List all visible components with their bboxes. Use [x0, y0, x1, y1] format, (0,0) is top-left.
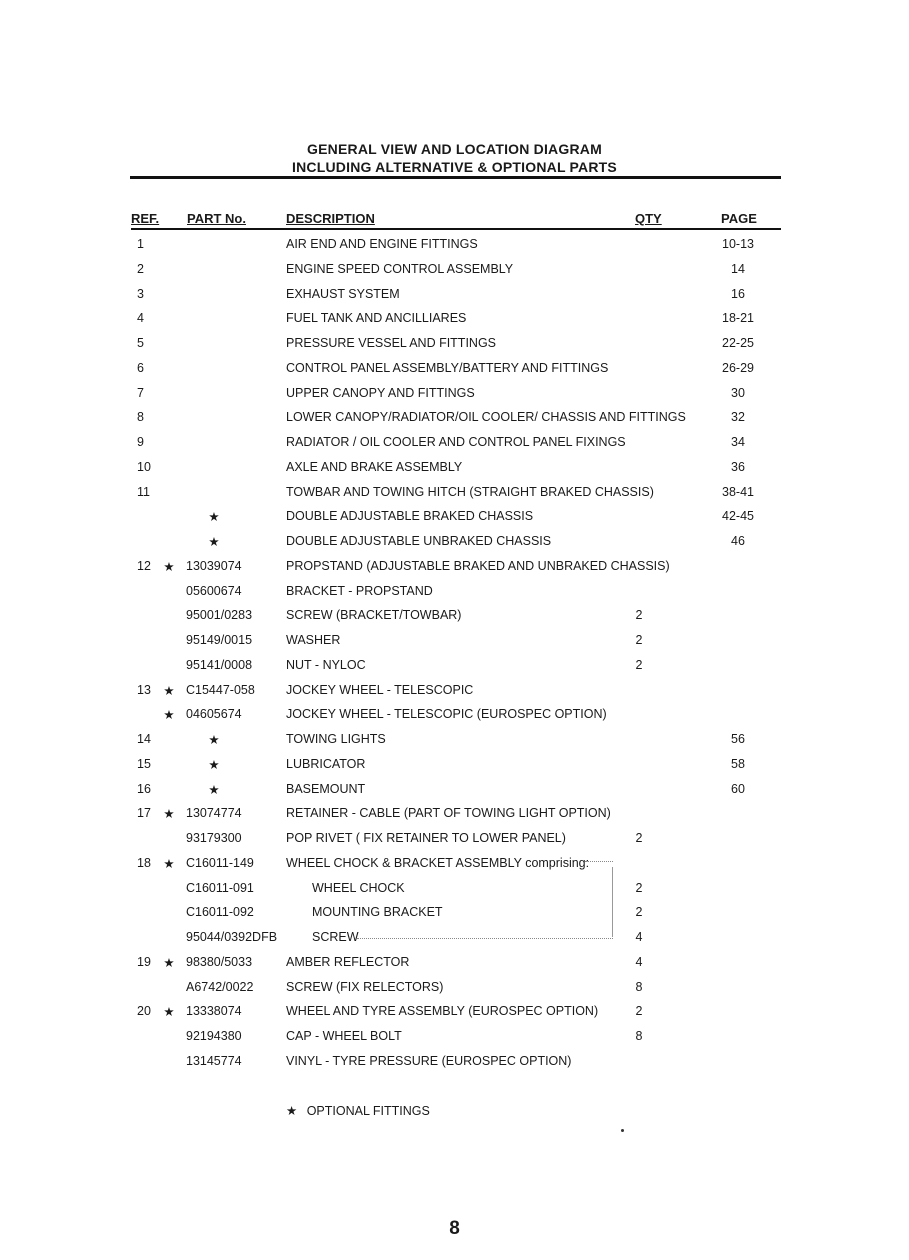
- table-row: [0, 608, 909, 632]
- quantity: 4: [635, 930, 643, 944]
- table-row: [0, 881, 909, 905]
- ref-number: 17: [137, 806, 151, 821]
- table-row: [0, 386, 909, 410]
- stray-dot: [621, 1129, 624, 1132]
- ref-number: 12: [137, 558, 151, 573]
- description: EXHAUST SYSTEM: [286, 286, 400, 301]
- table-row: [0, 485, 909, 509]
- description: AMBER REFLECTOR: [286, 954, 410, 969]
- page-reference: 36: [731, 459, 745, 474]
- table-row: [0, 782, 909, 806]
- quantity: 2: [635, 608, 643, 623]
- ref-number: 3: [137, 286, 144, 301]
- ref-number: 5: [137, 336, 144, 350]
- part-number: 95149/0015: [186, 633, 253, 647]
- table-row: [0, 534, 909, 558]
- part-number: C15447-058: [186, 682, 255, 697]
- ref-number: 4: [137, 311, 144, 326]
- description: FUEL TANK AND ANCILLIARES: [286, 311, 467, 326]
- ref-number: 20: [137, 1004, 151, 1019]
- quantity: 8: [635, 979, 643, 994]
- table-row: [0, 806, 909, 830]
- part-number: 93179300: [186, 831, 242, 845]
- table-row: [0, 435, 909, 459]
- page-reference: 38-41: [722, 484, 754, 499]
- page-reference: 18-21: [722, 311, 754, 326]
- quantity: 2: [635, 831, 643, 845]
- part-number: A6742/0022: [186, 979, 254, 994]
- legend: [286, 1103, 430, 1118]
- optional-star-icon: ★: [208, 535, 220, 549]
- page-reference: 30: [731, 385, 745, 400]
- ref-number: 10: [137, 459, 151, 474]
- wheel-chock-leader-bottom: [357, 938, 613, 939]
- description: BRACKET - PROPSTAND: [286, 583, 433, 598]
- table-row: [0, 336, 909, 360]
- description: AXLE AND BRAKE ASSEMBLY: [286, 459, 463, 474]
- title-rule: [130, 176, 781, 179]
- optional-star-icon: ★: [208, 510, 220, 525]
- part-number: 13338074: [186, 1004, 242, 1019]
- ref-number: 11: [137, 484, 150, 499]
- part-number: 98380/5033: [186, 954, 253, 969]
- table-row: [0, 905, 909, 929]
- description: UPPER CANOPY AND FITTINGS: [286, 385, 475, 400]
- description: RETAINER - CABLE (PART OF TOWING LIGHT OPTION): [286, 806, 611, 821]
- description: PRESSURE VESSEL AND FITTINGS: [286, 336, 497, 350]
- ref-number: 6: [137, 360, 144, 375]
- description: JOCKEY WHEEL - TELESCOPIC: [286, 682, 474, 697]
- description: SCREW (FIX RELECTORS): [286, 979, 444, 994]
- table-row: [0, 559, 909, 583]
- description: SCREW (BRACKET/TOWBAR): [286, 608, 462, 623]
- table-row: [0, 262, 909, 286]
- part-number: 13074774: [186, 806, 242, 821]
- ref-number: 18: [137, 855, 151, 870]
- quantity: 2: [635, 633, 643, 647]
- table-row: [0, 683, 909, 707]
- description: WHEEL CHOCK & BRACKET ASSEMBLY comprising:: [286, 855, 590, 870]
- page-reference: 56: [731, 732, 745, 746]
- optional-star-icon: ★: [208, 782, 220, 797]
- description: VINYL - TYRE PRESSURE (EUROSPEC OPTION): [286, 1053, 572, 1068]
- ref-number: 1: [137, 237, 144, 251]
- part-number: 13145774: [186, 1053, 242, 1068]
- document-title-line-1: GENERAL VIEW AND LOCATION DIAGRAM: [307, 141, 602, 157]
- table-row: [0, 237, 909, 261]
- description: DOUBLE ADJUSTABLE BRAKED CHASSIS: [286, 509, 534, 524]
- header-rule: [131, 228, 781, 230]
- description: NUT - NYLOC: [286, 657, 366, 672]
- legend-text: OPTIONAL FITTINGS: [306, 1104, 430, 1118]
- ref-number: 15: [137, 756, 151, 771]
- quantity: 2: [635, 1004, 643, 1019]
- ref-number: 2: [137, 261, 144, 276]
- description: WASHER: [286, 633, 341, 647]
- table-row: [0, 361, 909, 385]
- part-number: C16011-091: [186, 880, 254, 895]
- header-qty: QTY: [635, 211, 662, 226]
- sub-description: WHEEL CHOCK: [312, 880, 405, 895]
- optional-star-icon: ★: [163, 1005, 175, 1020]
- page-reference: 32: [731, 410, 745, 425]
- sub-description: MOUNTING BRACKET: [312, 905, 443, 920]
- optional-star-icon: ★: [163, 708, 175, 723]
- optional-star-icon: ★: [163, 955, 175, 970]
- description: LOWER CANOPY/RADIATOR/OIL COOLER/ CHASSIS AND FITTINGS: [286, 410, 686, 425]
- page-number: 8: [449, 1218, 460, 1239]
- table-row: [0, 1054, 909, 1078]
- table-row: [0, 930, 909, 954]
- description: TOWING LIGHTS: [286, 732, 386, 746]
- table-row: [0, 509, 909, 533]
- table-row: [0, 757, 909, 781]
- table-row: [0, 1029, 909, 1053]
- quantity: 2: [635, 657, 643, 672]
- optional-star-icon: ★: [163, 683, 175, 698]
- page-reference: 26-29: [722, 360, 754, 375]
- part-number: C16011-149: [186, 855, 254, 870]
- quantity: 8: [635, 1029, 643, 1043]
- page-reference: 46: [731, 534, 745, 548]
- quantity: 4: [635, 954, 643, 969]
- table-row: [0, 831, 909, 855]
- part-number: 05600674: [186, 583, 242, 598]
- page-reference: 60: [731, 781, 745, 796]
- table-row: [0, 1004, 909, 1028]
- table-row: [0, 707, 909, 731]
- page-reference: 10-13: [722, 237, 754, 251]
- part-number: 92194380: [186, 1029, 242, 1043]
- document-title-line-2: INCLUDING ALTERNATIVE & OPTIONAL PARTS: [292, 159, 617, 175]
- description: POP RIVET ( FIX RETAINER TO LOWER PANEL): [286, 831, 566, 845]
- table-row: [0, 856, 909, 880]
- page-reference: 42-45: [722, 509, 754, 524]
- table-row: [0, 955, 909, 979]
- table-row: [0, 658, 909, 682]
- description: CAP - WHEEL BOLT: [286, 1029, 402, 1043]
- part-number: 04605674: [186, 707, 242, 722]
- part-number: C16011-092: [186, 905, 254, 920]
- description: JOCKEY WHEEL - TELESCOPIC (EUROSPEC OPTION): [286, 707, 607, 722]
- quantity: 2: [635, 880, 643, 895]
- ref-number: 13: [137, 682, 151, 697]
- optional-star-icon: ★: [163, 856, 175, 871]
- table-row: [0, 311, 909, 335]
- description: BASEMOUNT: [286, 781, 366, 796]
- ref-number: 16: [137, 781, 151, 796]
- table-row: [0, 287, 909, 311]
- description: WHEEL AND TYRE ASSEMBLY (EUROSPEC OPTION): [286, 1004, 599, 1019]
- table-row: [0, 410, 909, 434]
- optional-star-icon: ★: [208, 733, 220, 747]
- ref-number: 19: [137, 954, 151, 969]
- quantity: 2: [635, 905, 643, 920]
- header-part-no: PART No.: [187, 211, 246, 226]
- page-reference: 14: [731, 261, 745, 276]
- description: DOUBLE ADJUSTABLE UNBRAKED CHASSIS: [286, 534, 552, 548]
- optional-star-icon: ★: [208, 757, 220, 772]
- description: LUBRICATOR: [286, 756, 366, 771]
- description: AIR END AND ENGINE FITTINGS: [286, 237, 478, 251]
- ref-number: 14: [137, 732, 151, 746]
- description: RADIATOR / OIL COOLER AND CONTROL PANEL FIXINGS: [286, 435, 626, 449]
- optional-star-icon: ★: [163, 807, 175, 822]
- part-number: 13039074: [186, 558, 242, 573]
- description: ENGINE SPEED CONTROL ASSEMBLY: [286, 261, 514, 276]
- table-row: [0, 732, 909, 756]
- description: PROPSTAND (ADJUSTABLE BRAKED AND UNBRAKED CHASSIS): [286, 558, 670, 573]
- wheel-chock-leader-top: [585, 861, 613, 862]
- page-reference: 22-25: [722, 336, 754, 350]
- part-number: 95001/0283: [186, 608, 253, 623]
- part-number: 95044/0392DFB: [186, 930, 278, 944]
- page-reference: 34: [731, 435, 745, 449]
- header-description: DESCRIPTION: [286, 211, 375, 226]
- description: CONTROL PANEL ASSEMBLY/BATTERY AND FITTINGS: [286, 360, 609, 375]
- page-reference: 58: [731, 756, 745, 771]
- ref-number: 9: [137, 435, 144, 449]
- table-row: [0, 460, 909, 484]
- part-number: 95141/0008: [186, 657, 253, 672]
- page-reference: 16: [731, 286, 745, 301]
- sub-description: SCREW: [312, 930, 359, 944]
- table-row: [0, 584, 909, 608]
- optional-star-icon: ★: [163, 559, 175, 574]
- legend-star-icon: ★: [286, 1104, 298, 1118]
- ref-number: 8: [137, 410, 144, 425]
- ref-number: 7: [137, 385, 144, 400]
- header-page: PAGE: [721, 211, 757, 226]
- header-ref: REF.: [131, 211, 160, 226]
- table-row: [0, 980, 909, 1004]
- description: TOWBAR AND TOWING HITCH (STRAIGHT BRAKED CHASSIS): [286, 484, 654, 499]
- table-row: [0, 633, 909, 657]
- wheel-chock-bracket: [612, 867, 615, 937]
